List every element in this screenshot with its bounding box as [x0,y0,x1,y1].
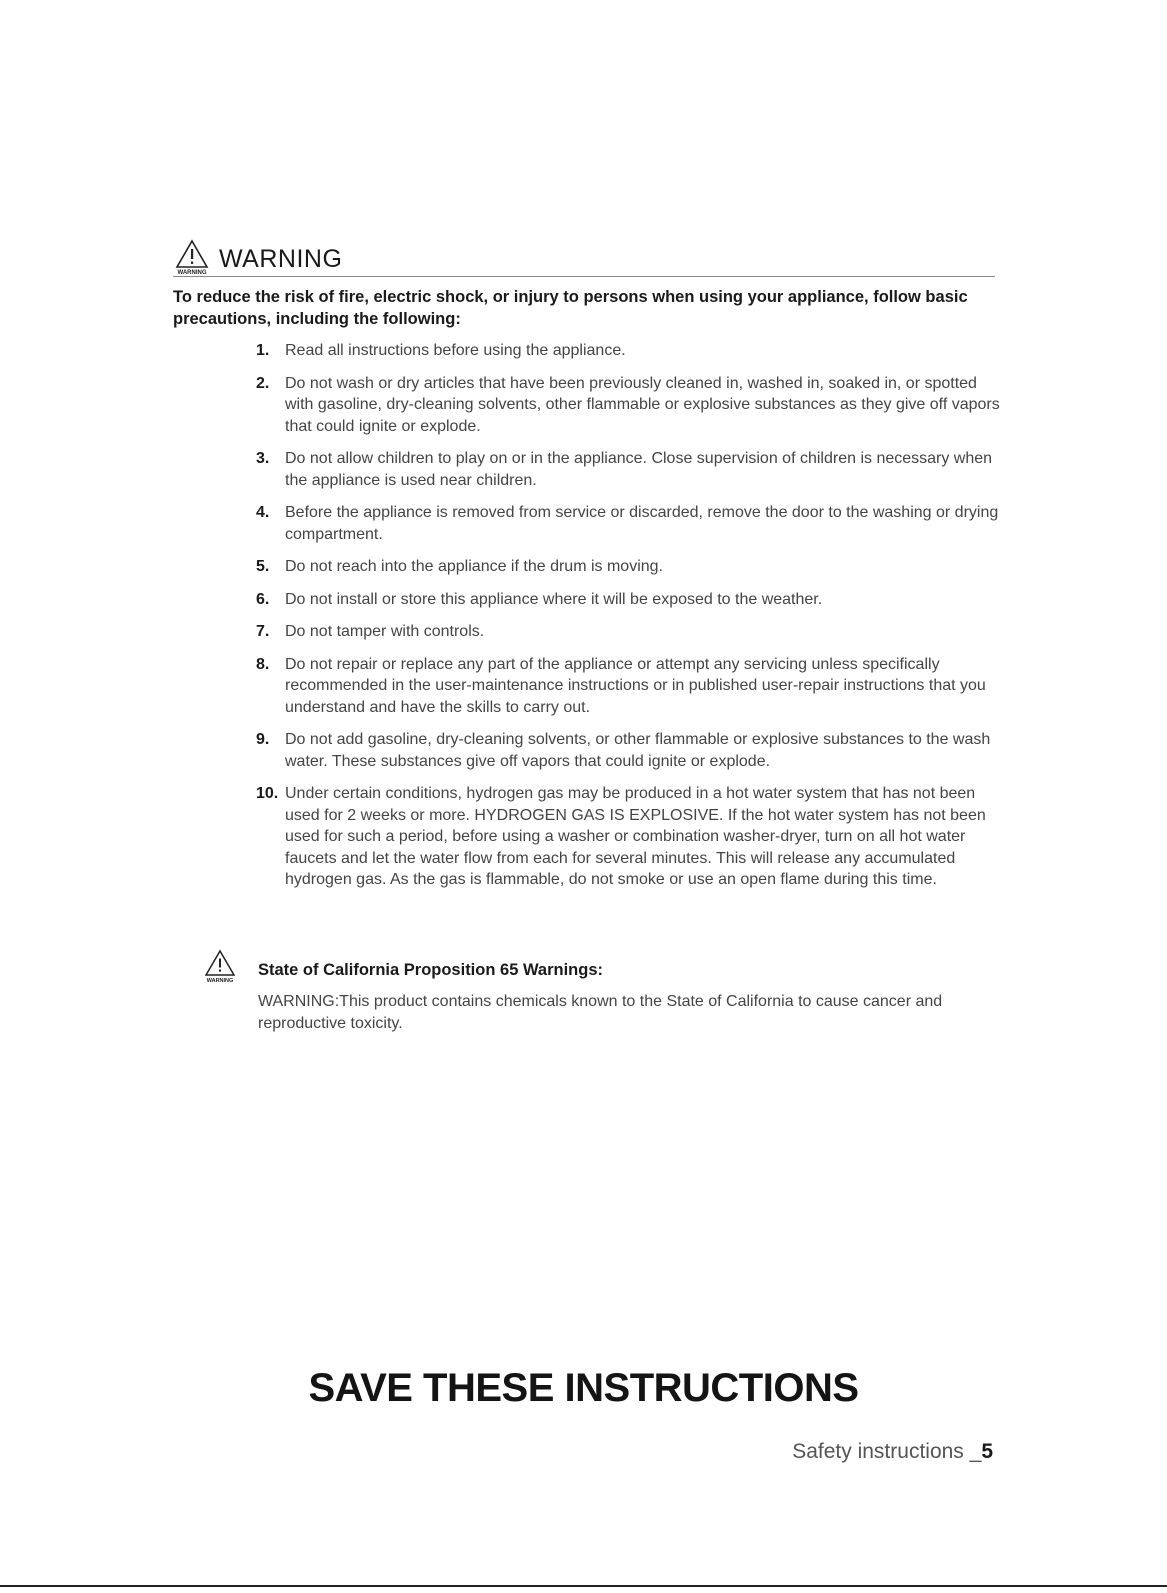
bottom-rule [0,1585,1167,1587]
item-text: Do not allow children to play on or in the appliance. Close supervision of children is necessary when the appliance is used near children. [285,450,993,489]
list-item [256,654,1001,719]
list-item [256,556,1001,578]
list-item [256,340,1001,362]
prop65-title: State of California Proposition 65 Warnings: [258,961,604,979]
svg-text:WARNING: WARNING [206,978,234,984]
item-text: Before the appliance is removed from service or discarded, remove the door to the washing or drying compartment. [285,504,999,543]
save-instructions-title: SAVE THESE INSTRUCTIONS [308,1366,859,1410]
item-number: 10. [256,785,279,802]
list-item [256,502,1001,545]
warning-triangle-icon [173,238,211,276]
item-text: Do not wash or dry articles that have been previously cleaned in, washed in, soaked in, or spotted with gasoline, dry-cleaning solvents, other flammable or explosive substances as they give off vapors that could ignite or explode. [285,374,1000,435]
list-item [256,589,1001,611]
warning-header [173,238,995,277]
item-number: 7. [256,623,270,640]
item-number: 9. [256,731,270,748]
item-text: Do not install or store this appliance where it will be exposed to the weather. [285,590,823,608]
item-number: 6. [256,590,270,608]
list-item [256,783,1001,891]
item-text: Do not tamper with controls. [285,623,485,640]
list-item [256,448,1001,491]
warning-triangle-icon [203,948,237,984]
list-item [256,621,1001,643]
item-number: 3. [256,450,270,467]
item-text: Do not reach into the appliance if the drum is moving. [285,558,663,575]
list-item [256,373,1001,438]
item-number: 5. [256,558,270,575]
instruction-list [256,340,1001,902]
item-text: Read all instructions before using the appliance. [285,342,626,359]
warning-title: WARNING [219,245,343,273]
item-number: 4. [256,504,270,521]
footer-section: Safety instructions _ [792,1440,982,1463]
prop65-text: WARNING:This product contains chemicals known to the State of California to cause cancer and reproductive toxicity. [258,993,943,1032]
intro-text: To reduce the risk of fire, electric shock, or injury to persons when using your appliance, follow basic precautions, including the following: [173,288,968,328]
item-number: 8. [256,655,270,673]
item-text: Under certain conditions, hydrogen gas may be produced in a hot water system that has not been used for 2 weeks or more. HYDROGEN GAS IS EXPLOSIVE. If the hot water system has not been used for such a period, before using a washer or combination washer-dryer, turn on all hot water faucets and let the water flow from each for several minutes. This will release any accumulated hydrogen gas. As the gas is flammable, do not smoke or use an open flame during this time. [285,785,986,888]
svg-text:WARNING: WARNING [177,270,207,276]
item-number: 2. [256,374,270,392]
item-text: Do not add gasoline, dry-cleaning solvents, or other flammable or explosive substances to the wash water. These substances give off vapors that could ignite or explode. [285,731,991,770]
list-item [256,729,1001,772]
page-footer [792,1440,993,1464]
item-text: Do not repair or replace any part of the appliance or attempt any servicing unless specifically recommended in the user-maintenance instructions or in published user-repair instructions that you understand and have the skills to carry out. [285,655,986,716]
item-number: 1. [256,342,270,359]
page-number: 5 [981,1440,993,1463]
